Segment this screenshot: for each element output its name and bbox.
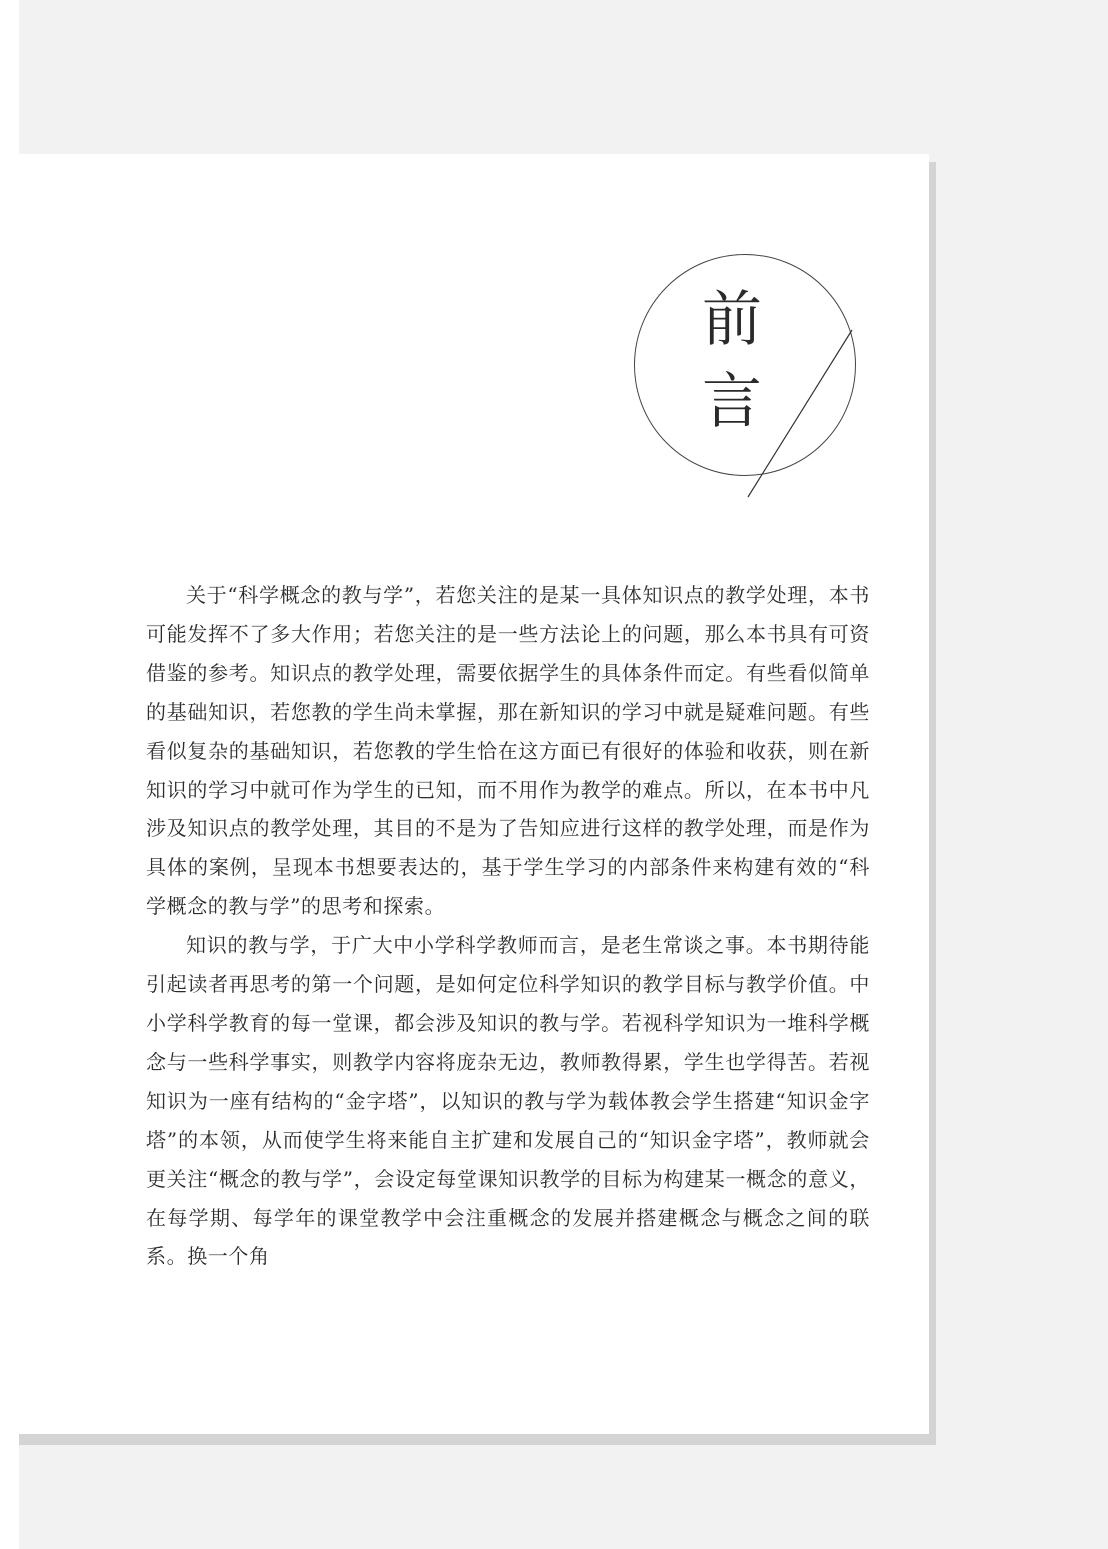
paragraph-2: 知识的教与学，于广大中小学科学教师而言，是老生常谈之事。本书期待能引起读者再思考的第一个问题，是如何定位科学知识的教学目标与教学价值。中小学科学教育的每一堂课，都会涉及知识的教与学。若视科学知识为一堆科学概念与一些科学事实，则教学内容将庞杂无边，教师教得累，学生也学得苦。若视知识为一座有结构的“金字塔”，以知识的教与学为载体教会学生搭建“知识金字塔”的本领，从而使学生将来能自主扩建和发展自己的“知识金字塔”，教师就会更关注“概念的教与学”，会设定每堂课知识教学的目标为构建某一概念的意义，在每学期、每学年的课堂教学中会注重概念的发展并搭建概念与概念之间的联系。换一个角	[146, 933, 870, 1269]
preface-title-char-2: 言	[702, 367, 762, 437]
left-margin-strip	[0, 0, 19, 1549]
book-page	[19, 154, 929, 1434]
paragraph-1: 关于“科学概念的教与学”，若您关注的是某一具体知识点的教学处理，本书可能发挥不了多大作用；若您关注的是一些方法论上的问题，那么本书具有可资借鉴的参考。知识点的教学处理，需要依据学生的具体条件而定。有些看似简单的基础知识，若您教的学生尚未掌握，那在新知识的学习中就是疑难问题。有些看似复杂的基础知识，若您教的学生恰在这方面已有很好的体验和收获，则在新知识的学习中就可作为学生的已知，而不用作为教学的难点。所以，在本书中凡涉及知识点的教学处理，其目的不是为了告知应进行这样的教学处理，而是作为具体的案例，呈现本书想要表达的，基于学生学习的内部条件来构建有效的“科学概念的教与学”的思考和探索。	[146, 583, 870, 919]
preface-body	[146, 576, 870, 1276]
preface-title-char-1: 前	[702, 285, 762, 355]
preface-title-emblem	[634, 254, 856, 476]
